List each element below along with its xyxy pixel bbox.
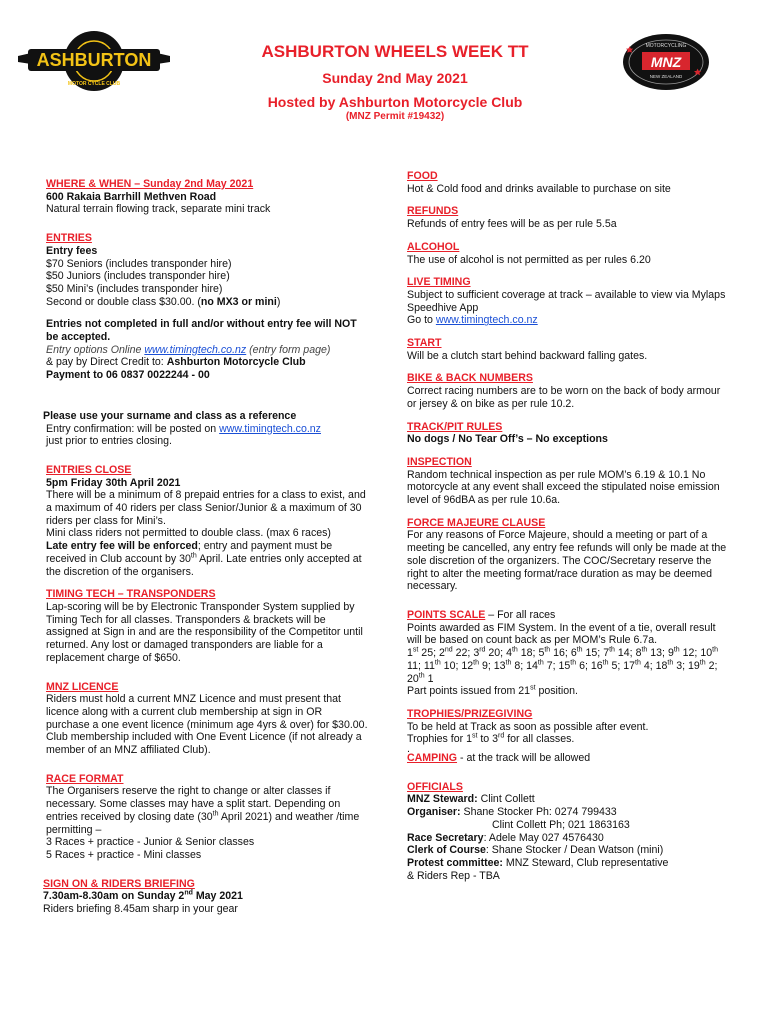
trophies-text: To be held at Track as soon as possible after event. (407, 720, 649, 733)
sign-on-section (43, 878, 368, 916)
venue-address: 600 Rakaia Barrhill Methven Road (46, 190, 217, 203)
logo-left-text: ASHBURTON (36, 50, 152, 70)
points-scale-item: 8th 13; (635, 646, 668, 660)
points-scale-item: 2nd 22; (438, 646, 474, 660)
entries-close-text: There will be a minimum of 8 prepaid entries for a class to exist, and a maximum of 40 riders per class Senior/Junior & a maximum of 30 riders per class for Mini’s. (46, 489, 366, 527)
entries-section (43, 232, 368, 448)
points-text: Points awarded as FIM System. In the event of a tie, overall result will be based on count back as per MOM’s Rule 6.7a. (407, 621, 716, 647)
entries-close-section (46, 464, 368, 578)
force-majeure-section (407, 517, 727, 593)
fee-minis: $50 Mini’s (includes transponder hire) (46, 282, 223, 295)
points-scale-item: 15th 6; (558, 659, 591, 672)
camping-heading: CAMPING (407, 752, 458, 765)
refunds-heading: REFUNDS (407, 205, 459, 218)
fee-juniors: $50 Juniors (includes transponder hire) (46, 270, 230, 283)
points-scale-item: 9th 12; (667, 646, 701, 660)
points-scale-item: 10th 11; (407, 646, 718, 672)
venue-description: Natural terrain flowing track, separate mini track (46, 203, 271, 216)
refunds-section (407, 205, 727, 230)
reference-note: Please use your surname and class as a reference (43, 409, 297, 422)
race-format-line1: 3 Races + practice - Junior & Senior classes (46, 836, 255, 849)
points-scale-item: 4th 18; (506, 646, 539, 660)
trophies-dot: . (407, 743, 410, 756)
entry-confirmation-cont: just prior to entries closing. (46, 435, 173, 448)
organiser-2: Clint Collett Ph; 021 1863163 (492, 818, 630, 831)
left-column (43, 178, 368, 916)
points-scale-item: 12th 9; (461, 659, 494, 672)
where-when-section (46, 178, 368, 216)
points-scale-item: 16th 5; (590, 659, 624, 672)
live-timing-goto: Go to www.timingtech.co.nz (407, 314, 538, 327)
start-heading: START (407, 337, 442, 350)
start-text: Will be a clutch start behind backward falling gates. (407, 349, 648, 362)
points-scale-item: 3rd 20; (473, 646, 507, 660)
start-section (407, 337, 727, 362)
organiser: Organiser: Shane Stocker Ph: 0274 799433 (407, 806, 617, 819)
timing-heading: TIMING TECH – TRANSPONDERS (46, 588, 216, 601)
trophies-section (407, 708, 727, 765)
fee-seniors: $70 Seniors (includes transponder hire) (46, 257, 232, 270)
points-scale-item: 5th 16; (538, 646, 571, 660)
alcohol-heading: ALCOHOL (407, 240, 460, 253)
mini-class-note: Mini class riders not permitted to double class. (max 6 races) (46, 527, 331, 540)
points-scale-item: 20th 1 (407, 671, 434, 685)
bike-numbers-heading: BIKE & BACK NUMBERS (407, 372, 533, 385)
right-column (407, 170, 727, 882)
licence-section (46, 681, 368, 757)
force-majeure-text: For any reasons of Force Majeure, should a meeting or part of a meeting be cancelled, any entry fee refunds will only be made at the sole discretion of the organizers. The COC/Secretary reserve the right to alter the meeting format/race duration as may be deemed necessary. (407, 529, 727, 593)
inspection-text: Random technical inspection as per rule MOM’s 6.19 & 10.1 No motorcycle at any event shall exceed the stipulated noise emission level of 96dBA as per rule 10.6a. (407, 468, 720, 507)
points-scale-item: 1st 25; (407, 646, 439, 660)
protest-committee-2: & Riders Rep - TBA (407, 869, 500, 882)
live-timing-text: Subject to sufficient coverage at track – available to view via Mylaps Speedhive App (407, 288, 726, 314)
payment-account: Payment to 06 0837 0022244 - 00 (46, 369, 210, 382)
event-host: Hosted by Ashburton Motorcycle Club (267, 94, 523, 110)
points-heading-line: POINTS SCALE – For all races (407, 608, 556, 621)
track-rules-text: No dogs / No Tear Off’s – No exceptions (407, 433, 608, 446)
points-heading: POINTS SCALE (407, 608, 486, 621)
food-heading: FOOD (407, 170, 438, 182)
club-membership-text: Club membership included with One Event Licence (if not already a member of an MNZ affiliated Club). (46, 731, 362, 757)
licence-heading: MNZ LICENCE (46, 680, 119, 693)
points-scale (407, 647, 727, 685)
entry-confirmation: Entry confirmation: will be posted on www.timingtech.co.nz (46, 422, 321, 435)
alcohol-text: The use of alcohol is not permitted as per rules 6.20 (407, 253, 651, 266)
permit-number: (MNZ Permit #19432) (345, 111, 445, 122)
officials-heading: OFFICIALS (407, 780, 463, 793)
sign-on-heading: SIGN ON & RIDERS BRIEFING (43, 877, 195, 890)
protest-committee: Protest committee: MNZ Steward, Club representative (407, 856, 669, 869)
race-secretary: Race Secretary: Adele May 027 4576430 (407, 831, 604, 844)
inspection-section (407, 456, 727, 507)
timing-text: Lap-scoring will be by Electronic Transponder System supplied by Timing Tech for all classes. Transponders & brackets will be assigned at Sign in and are the responsibility of the Competitor until returned. Any lost or damaged transponders are liable for a replacement charge of $650. (46, 600, 363, 664)
timingtech-confirm-link[interactable]: www.timingtech.co.nz (219, 422, 321, 435)
race-format-section (46, 773, 368, 862)
race-format-line2: 5 Races + practice - Mini classes (46, 848, 202, 861)
logo-right-main: MNZ (650, 54, 682, 70)
points-scale-item: 7th 14; (603, 646, 636, 660)
entry-options: Entry options Online www.timingtech.co.nz (entry form page) (46, 343, 331, 356)
points-section (407, 609, 727, 698)
points-scale-item: 18th 3; (655, 659, 688, 672)
points-scale-item: 19th 2; (687, 659, 718, 672)
where-when-heading: WHERE & WHEN – Sunday 2nd May 2021 (46, 178, 254, 190)
race-format-text: The Organisers reserve the right to change or alter classes if necessary. Some classes may have a split start. Depending on entries received by closing date (30th April 2021) and weather /time permitting – (46, 785, 360, 836)
points-scale-item: 13th 8; (493, 659, 527, 672)
entry-fees-label: Entry fees (46, 244, 98, 257)
riders-briefing: Riders briefing 8.45am sharp in your gear (43, 903, 238, 916)
entries-heading: ENTRIES (46, 232, 92, 245)
track-rules-section (407, 421, 727, 446)
camping-line: CAMPING - at the track will be allowed (407, 752, 591, 765)
page-title: ASHBURTON WHEELS WEEK TT (261, 42, 529, 61)
logo-right-sub: NEW ZEALAND (649, 74, 683, 79)
officials-section (407, 781, 727, 883)
part-points: Part points issued from 21st position. (407, 684, 578, 698)
points-scale-item: 11th 10; (423, 659, 462, 672)
ashburton-club-logo (14, 30, 174, 92)
points-scale-item: 14th 7; (526, 659, 559, 672)
inspection-heading: INSPECTION (407, 455, 472, 468)
live-timing-link[interactable]: www.timingtech.co.nz (435, 314, 538, 327)
food-text: Hot & Cold food and drinks available to purchase on site (407, 182, 671, 195)
points-scale-item: 6th 15; (570, 646, 604, 660)
event-date: Sunday 2nd May 2021 (322, 70, 468, 86)
track-rules-heading: TRACK/PIT RULES (407, 420, 503, 433)
alcohol-section (407, 241, 727, 266)
points-scale-item: 17th 4; (623, 659, 656, 672)
payment-info: & pay by Direct Credit to: Ashburton Motorcycle Club (46, 356, 306, 369)
entries-close-heading: ENTRIES CLOSE (46, 463, 132, 476)
logo-right-top: MOTORCYCLING (645, 43, 687, 49)
bike-numbers-section (407, 372, 727, 410)
late-entry-note: Late entry fee will be enforced; entry and payment must be received in Club account by 30th April. Late entries only accepted at the discretion of the organisers. (46, 540, 362, 578)
trophies-heading: TROPHIES/PRIZEGIVING (407, 707, 533, 720)
live-timing-heading: LIVE TIMING (407, 276, 471, 289)
trophies-classes: Trophies for 1st to 3rd for all classes. (407, 732, 575, 746)
force-majeure-heading: FORCE MAJEURE CLAUSE (407, 516, 546, 529)
timing-section (46, 588, 368, 664)
fee-second-class: Second or double class $30.00. (no MX3 or mini) (46, 295, 281, 308)
food-section (407, 170, 727, 195)
refunds-text: Refunds of entry fees will be as per rule 5.5a (407, 218, 617, 231)
sign-on-time: 7.30am-8.30am on Sunday 2nd May 2021 (43, 889, 243, 903)
mnz-logo (622, 33, 710, 91)
entries-close-date: 5pm Friday 30th April 2021 (46, 476, 181, 489)
bike-numbers-text: Correct racing numbers are to be worn on the back of body armour or jersey & on bike as per rule 10.2. (407, 385, 721, 410)
timingtech-link[interactable]: www.timingtech.co.nz (144, 343, 247, 356)
licence-text: Riders must hold a current MNZ Licence and must present that licence along with a current club membership at sign in OR purchase a one event licence (minimum age 4yrs & over) for $30.00. (46, 693, 368, 731)
entries-warning: Entries not completed in full and/or without entry fee will NOT be accepted. (46, 318, 357, 344)
logo-left-sub: MOTOR CYCLE CLUB (67, 81, 121, 87)
race-format-heading: RACE FORMAT (46, 772, 124, 785)
mnz-steward: MNZ Steward: Clint Collett (407, 793, 535, 806)
clerk-of-course: Clerk of Course: Shane Stocker / Dean Watson (mini) (407, 844, 664, 857)
live-timing-section (407, 276, 727, 327)
